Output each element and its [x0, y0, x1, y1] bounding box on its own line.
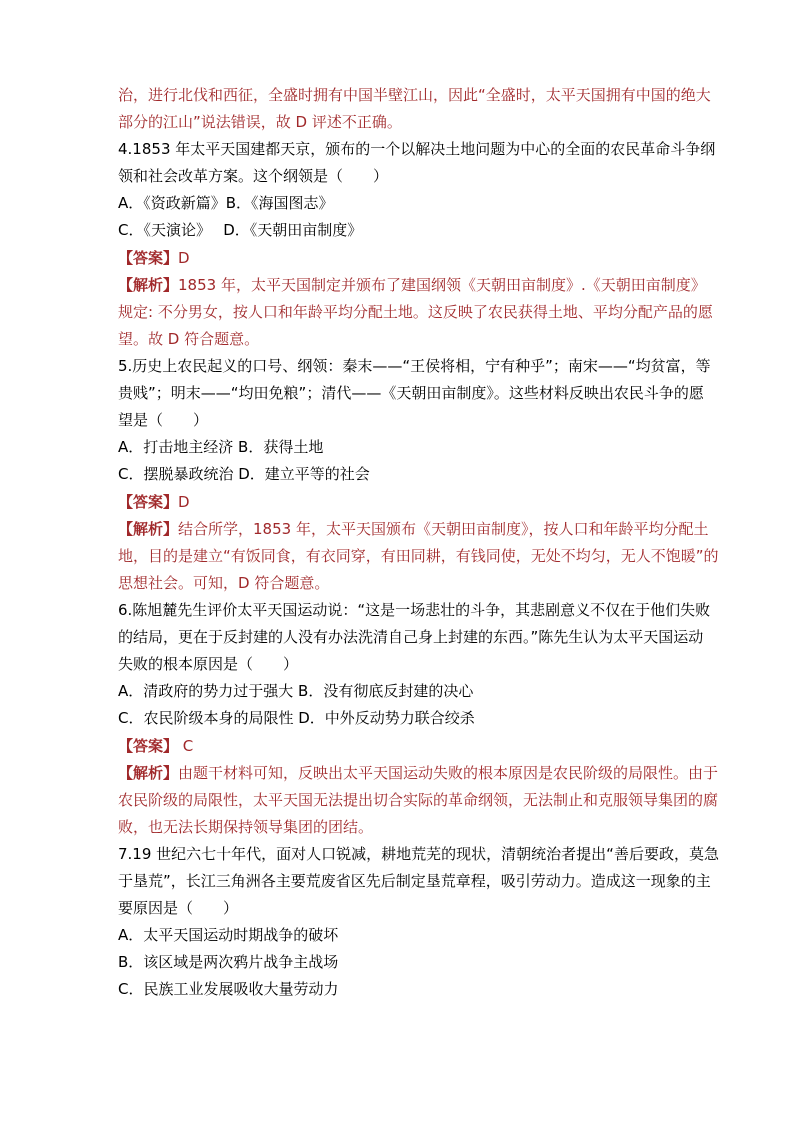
- text-line: [118, 329, 259, 349]
- line-text: 于垦荒”，长江三角洲各主要荒废省区先后制定垦荒章程，吸引劳动力。造成这一现象的主: [118, 872, 711, 890]
- text-line: [118, 681, 473, 701]
- text-line: [118, 193, 334, 213]
- text-line: [118, 356, 711, 376]
- text-line: [118, 546, 719, 566]
- line-text: D: [178, 249, 190, 267]
- line-text: 地，目的是建立“有饭同食，有衣同穿，有田同耕，有钱同使，无处不均匀，无人不饱暖”的: [118, 547, 719, 565]
- line-text: A．清政府的势力过于强大 B．没有彻底反封建的决心: [118, 682, 474, 700]
- line-text: 5.历史上农民起义的口号、纲领：秦末——“王侯将相，宁有种乎”；南宋——“均贫富，等: [118, 357, 711, 375]
- line-text: 结合所学，1853 年，太平天国颁布《天朝田亩制度》，按人口和年龄平均分配土: [178, 520, 709, 538]
- line-text: C．《天演论》 D．《天朝田亩制度》: [118, 221, 363, 239]
- line-text: 治，进行北伐和西征，全盛时拥有中国半壁江山，因此“全盛时，太平天国拥有中国的绝大: [118, 86, 711, 104]
- text-line: [118, 410, 208, 430]
- line-text: 6.陈旭麓先生评价太平天国运动说：“这是一场悲壮的斗争，其悲剧意义不仅在于他们失败: [118, 601, 711, 619]
- line-text: 望是（ ）: [118, 411, 209, 429]
- text-line: [118, 112, 402, 132]
- text-line: [118, 85, 711, 105]
- text-line: [118, 790, 718, 810]
- label-tag: 【答案】: [118, 493, 179, 511]
- line-text: 失败的根本原因是（ ）: [118, 655, 299, 673]
- text-line: [118, 166, 388, 186]
- text-line: [118, 627, 703, 647]
- text-line: [118, 763, 718, 783]
- text-line: [118, 492, 190, 512]
- line-text: C．民族工业发展吸收大量劳动力: [118, 980, 339, 998]
- text-line: [118, 844, 719, 864]
- text-line: [118, 302, 713, 322]
- line-text: 1853 年，太平天国制定并颁布了建国纲领《天朝田亩制度》.《天朝田亩制度》: [178, 276, 706, 294]
- line-text: A．打击地主经济 B．获得土地: [118, 438, 324, 456]
- line-text: 望。故 D 符合题意。: [118, 330, 260, 348]
- line-text: 领和社会改革方案。这个纲领是（ ）: [118, 167, 389, 185]
- label-tag: 【解析】: [118, 276, 179, 294]
- text-line: [118, 600, 710, 620]
- text-line: [118, 871, 711, 891]
- line-text: C: [178, 737, 194, 755]
- text-line: [118, 437, 323, 457]
- line-text: 思想社会。可知，D 符合题意。: [118, 574, 330, 592]
- line-text: 4.1853 年太平天国建都天京，颁布的一个以解决土地问题为中心的全面的农民革命斗争纲: [118, 140, 716, 158]
- text-line: [118, 952, 338, 972]
- line-text: 贵贱”；明末——“均田免粮”；清代——《天朝田亩制度》。这些材料反映出农民斗争的愿: [118, 384, 704, 402]
- line-text: 7.19 世纪六七十年代，面对人口锐减，耕地荒芜的现状，清朝统治者提出“善后要政，莫急: [118, 845, 719, 863]
- label-tag: 【答案】: [118, 249, 179, 267]
- text-line: [118, 979, 338, 999]
- text-line: [118, 464, 370, 484]
- label-tag: 【解析】: [118, 764, 179, 782]
- line-text: C．农民阶级本身的局限性 D．中外反动势力联合绞杀: [118, 709, 475, 727]
- line-text: 的结局，更在于反封建的人没有办法洗清自己身上封建的东西。”陈先生认为太平天国运动: [118, 628, 704, 646]
- text-line: [118, 898, 238, 918]
- text-line: [118, 248, 190, 268]
- line-text: B．该区域是两次鸦片战争主战场: [118, 953, 339, 971]
- label-tag: 【解析】: [118, 520, 179, 538]
- line-text: 败，也无法长期保持领导集团的团结。: [118, 818, 374, 836]
- line-text: A．《资政新篇》B．《海国图志》: [118, 194, 334, 212]
- text-line: [118, 220, 362, 240]
- text-line: [118, 708, 475, 728]
- line-text: 要原因是（ ）: [118, 899, 239, 917]
- text-line: [118, 383, 704, 403]
- text-line: [118, 139, 715, 159]
- text-line: [118, 573, 329, 593]
- line-text: 由题干材料可知，反映出太平天国运动失败的根本原因是农民阶级的局限性。由于: [178, 764, 719, 782]
- text-line: [118, 736, 193, 756]
- line-text: 部分的江山”说法错误，故 D 评述不正确。: [118, 113, 402, 131]
- line-text: D: [178, 493, 190, 511]
- line-text: 农民阶级的局限性，太平天国无法提出切合实际的革命纲领，无法制止和克服领导集团的腐: [118, 791, 719, 809]
- text-line: [118, 275, 706, 295]
- text-line: [118, 925, 338, 945]
- text-line: [118, 654, 298, 674]
- text-line: [118, 519, 708, 539]
- line-text: C．摆脱暴政统治 D．建立平等的社会: [118, 465, 370, 483]
- label-tag: 【答案】: [118, 737, 179, 755]
- line-text: 规定: 不分男女，按人口和年龄平均分配土地。这反映了农民获得土地、平均分配产品的愿: [118, 303, 713, 321]
- text-line: [118, 817, 373, 837]
- line-text: A．太平天国运动时期战争的破坏: [118, 926, 339, 944]
